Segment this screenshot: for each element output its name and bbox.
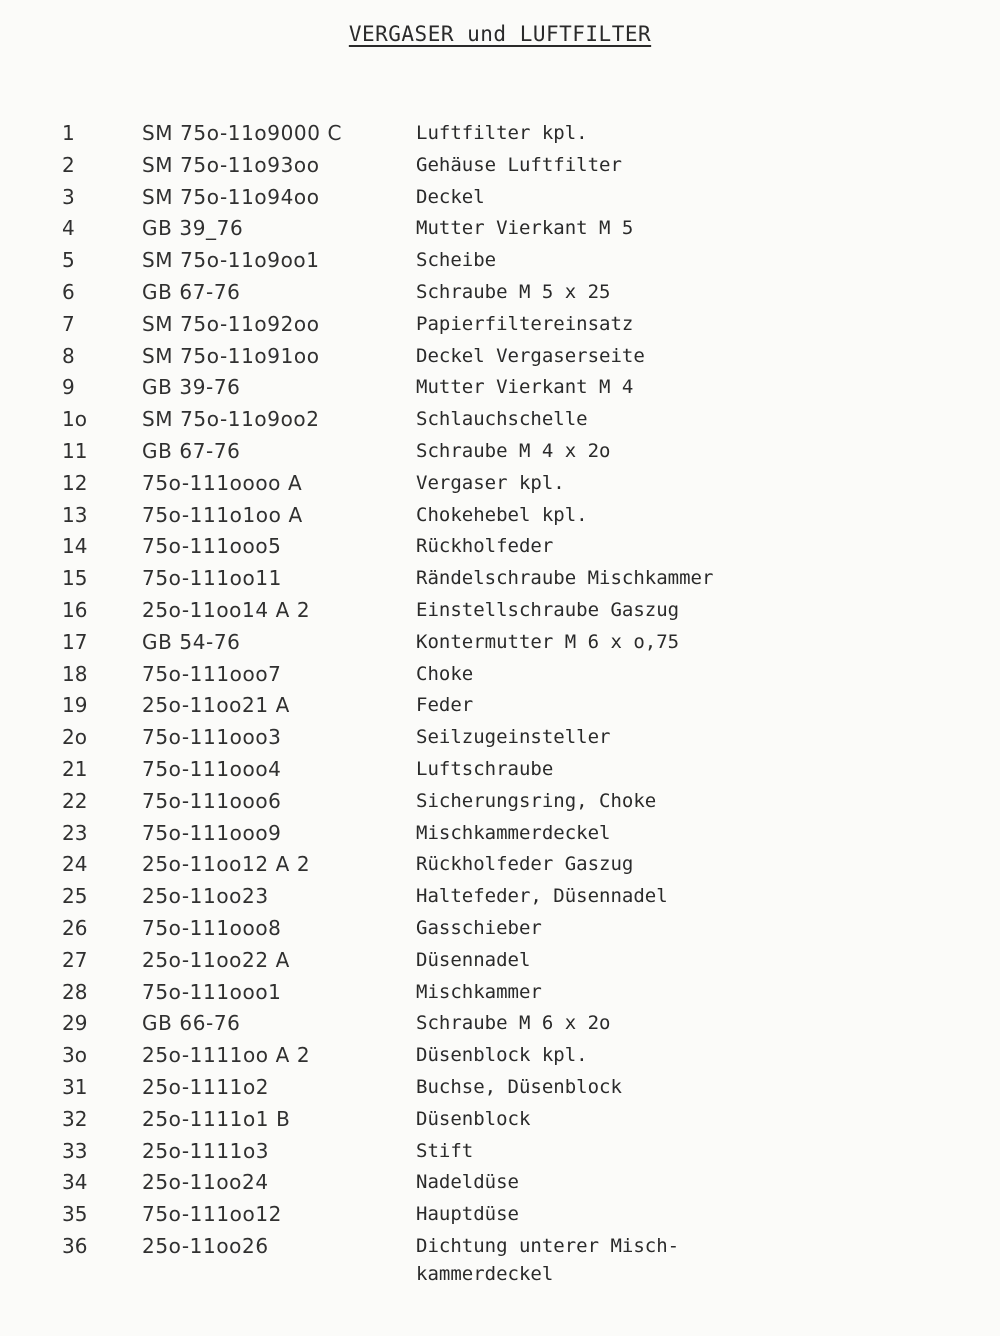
part-description: Papierfiltereinsatz	[416, 312, 634, 335]
part-code: 25o-11oo21 A	[142, 693, 290, 718]
part-number: 32	[62, 1106, 88, 1131]
part-number: 25	[62, 884, 88, 909]
part-code: GB 66-76	[142, 1011, 241, 1036]
part-number: 19	[62, 693, 88, 718]
table-row	[0, 659, 1000, 691]
part-description: Choke	[416, 662, 474, 685]
part-description: Deckel Vergaserseite	[416, 344, 645, 367]
table-row	[0, 150, 1000, 182]
part-description: Schlauchschelle	[416, 408, 588, 431]
table-row	[0, 754, 1000, 786]
part-description: Scheibe	[416, 249, 497, 272]
table-row	[0, 277, 1000, 309]
table-row	[0, 309, 1000, 341]
part-description: Vergaser kpl.	[416, 471, 565, 494]
part-code: 75o-111ooo1	[142, 979, 282, 1004]
part-code: 25o-1111o3	[142, 1138, 270, 1163]
part-description-line: Dichtung unterer Misch-	[416, 1234, 680, 1257]
table-row	[0, 849, 1000, 881]
part-code: 75o-111oo11	[142, 566, 282, 591]
table-row	[0, 722, 1000, 754]
part-number: 11	[62, 438, 88, 463]
part-number: 35	[62, 1202, 88, 1227]
part-description: Mischkammer	[416, 980, 542, 1003]
part-number: 5	[62, 248, 75, 273]
part-description: Schraube M 4 x 2o	[416, 439, 611, 462]
part-number: 22	[62, 788, 88, 813]
part-description: Schraube M 5 x 25	[416, 280, 611, 303]
part-code: 75o-111oooo A	[142, 470, 303, 495]
part-description: Seilzugeinsteller	[416, 726, 611, 749]
part-description: Sicherungsring, Choke	[416, 789, 657, 812]
part-code: SM 75o-11o94oo	[142, 184, 320, 209]
part-code: GB 67-76	[142, 438, 241, 463]
part-number: 21	[62, 756, 88, 781]
part-number: 12	[62, 470, 88, 495]
part-number: 2	[62, 152, 75, 177]
part-number: 36	[62, 1233, 88, 1258]
table-row	[0, 595, 1000, 627]
part-description: Feder	[416, 694, 474, 717]
part-code: SM 75o-11o92oo	[142, 311, 320, 336]
table-row	[0, 372, 1000, 404]
part-code: 75o-111oo12	[142, 1202, 282, 1227]
part-number: 3o	[62, 1043, 87, 1068]
part-number: 26	[62, 915, 88, 940]
part-code: 25o-11oo12 A 2	[142, 852, 311, 877]
part-code: 75o-111ooo8	[142, 915, 282, 940]
part-number: 31	[62, 1074, 88, 1099]
table-row	[0, 1199, 1000, 1231]
part-number: 2o	[62, 725, 87, 750]
part-number: 34	[62, 1170, 88, 1195]
part-number: 29	[62, 1011, 88, 1036]
part-number: 27	[62, 947, 88, 972]
table-row	[0, 913, 1000, 945]
page-title: VERGASER und LUFTFILTER	[348, 22, 652, 46]
table-row	[0, 1008, 1000, 1040]
table-row	[0, 404, 1000, 436]
part-number: 14	[62, 534, 88, 559]
table-row	[0, 627, 1000, 659]
part-number: 24	[62, 852, 88, 877]
parts-table	[0, 118, 1000, 1291]
part-number: 4	[62, 216, 75, 241]
part-description: Chokehebel kpl.	[416, 503, 588, 526]
table-row	[0, 213, 1000, 245]
table-row	[0, 1104, 1000, 1136]
part-number: 13	[62, 502, 88, 527]
part-code: 25o-1111o2	[142, 1074, 270, 1099]
part-number: 18	[62, 661, 88, 686]
table-row	[0, 500, 1000, 532]
part-code: SM 75o-11o9oo1	[142, 248, 320, 273]
part-code: 25o-11oo14 A 2	[142, 597, 311, 622]
part-number: 15	[62, 566, 88, 591]
part-number: 16	[62, 597, 88, 622]
table-row	[0, 341, 1000, 373]
part-description: Haltefeder, Düsennadel	[416, 885, 668, 908]
part-description: Rändelschraube Mischkammer	[416, 567, 714, 590]
part-description: Kontermutter M 6 x o,75	[416, 630, 680, 653]
part-description: Düsenblock	[416, 1107, 531, 1130]
table-row	[0, 977, 1000, 1009]
table-row	[0, 245, 1000, 277]
table-row	[0, 1136, 1000, 1168]
part-description: Deckel	[416, 185, 485, 208]
part-code: SM 75o-11o9oo2	[142, 407, 320, 432]
part-code: 25o-1111o1 B	[142, 1106, 291, 1131]
table-row	[0, 436, 1000, 468]
part-code: GB 39_76	[142, 216, 244, 241]
table-row	[0, 945, 1000, 977]
part-description: Stift	[416, 1139, 474, 1162]
part-code: 75o-111ooo5	[142, 534, 282, 559]
table-row	[0, 1167, 1000, 1199]
part-code: 25o-11oo22 A	[142, 947, 290, 972]
part-description: Einstellschraube Gaszug	[416, 598, 680, 621]
table-row	[0, 786, 1000, 818]
part-description	[416, 1231, 976, 1285]
part-description: Mischkammerdeckel	[416, 821, 611, 844]
part-description: Luftfilter kpl.	[416, 122, 588, 144]
part-number: 8	[62, 343, 75, 368]
part-code: 75o-111ooo3	[142, 725, 282, 750]
part-description: Buchse, Düsenblock	[416, 1075, 622, 1098]
table-row	[0, 118, 1000, 150]
table-row	[0, 1040, 1000, 1072]
part-code: GB 54-76	[142, 629, 241, 654]
part-code: 25o-11oo24	[142, 1170, 269, 1195]
part-number: 6	[62, 279, 75, 304]
part-code: 75o-111ooo9	[142, 820, 282, 845]
part-number: 23	[62, 820, 88, 845]
part-code: 75o-111ooo6	[142, 788, 282, 813]
part-description-line: kammerdeckel	[416, 1262, 554, 1285]
part-code: 25o-11oo26	[142, 1233, 269, 1258]
part-description: Gasschieber	[416, 916, 542, 939]
part-number: 9	[62, 375, 75, 400]
part-number: 33	[62, 1138, 88, 1163]
table-row	[0, 818, 1000, 850]
part-description: Luftschraube	[416, 757, 554, 780]
part-description: Nadeldüse	[416, 1171, 519, 1194]
part-number: 28	[62, 979, 88, 1004]
part-description: Schraube M 6 x 2o	[416, 1012, 611, 1035]
part-number: 1	[62, 121, 75, 145]
part-number: 1o	[62, 407, 87, 432]
part-code: SM 75o-11o9000 C	[142, 121, 343, 145]
part-code: SM 75o-11o93oo	[142, 152, 320, 177]
part-code: GB 67-76	[142, 279, 241, 304]
part-code: SM 75o-11o91oo	[142, 343, 320, 368]
table-row	[0, 563, 1000, 595]
table-row	[0, 881, 1000, 913]
table-row	[0, 182, 1000, 214]
part-code: GB 39-76	[142, 375, 241, 400]
part-description: Mutter Vierkant M 5	[416, 217, 634, 240]
table-row	[0, 1072, 1000, 1104]
part-description: Hauptdüse	[416, 1203, 519, 1226]
part-code: 75o-111o1oo A	[142, 502, 303, 527]
part-number: 3	[62, 184, 75, 209]
part-description: Rückholfeder	[416, 535, 554, 558]
part-number: 7	[62, 311, 75, 336]
table-row	[0, 531, 1000, 563]
part-description: Gehäuse Luftfilter	[416, 153, 622, 176]
part-description: Düsenblock kpl.	[416, 1044, 588, 1067]
part-description: Düsennadel	[416, 948, 531, 971]
part-code: 25o-1111oo A 2	[142, 1043, 311, 1068]
part-description: Mutter Vierkant M 4	[416, 376, 634, 399]
part-description: Rückholfeder Gaszug	[416, 853, 634, 876]
table-row	[0, 1231, 1000, 1291]
table-row	[0, 468, 1000, 500]
part-code: 25o-11oo23	[142, 884, 269, 909]
part-code: 75o-111ooo4	[142, 756, 282, 781]
table-row	[0, 690, 1000, 722]
part-code: 75o-111ooo7	[142, 661, 282, 686]
part-number: 17	[62, 629, 88, 654]
